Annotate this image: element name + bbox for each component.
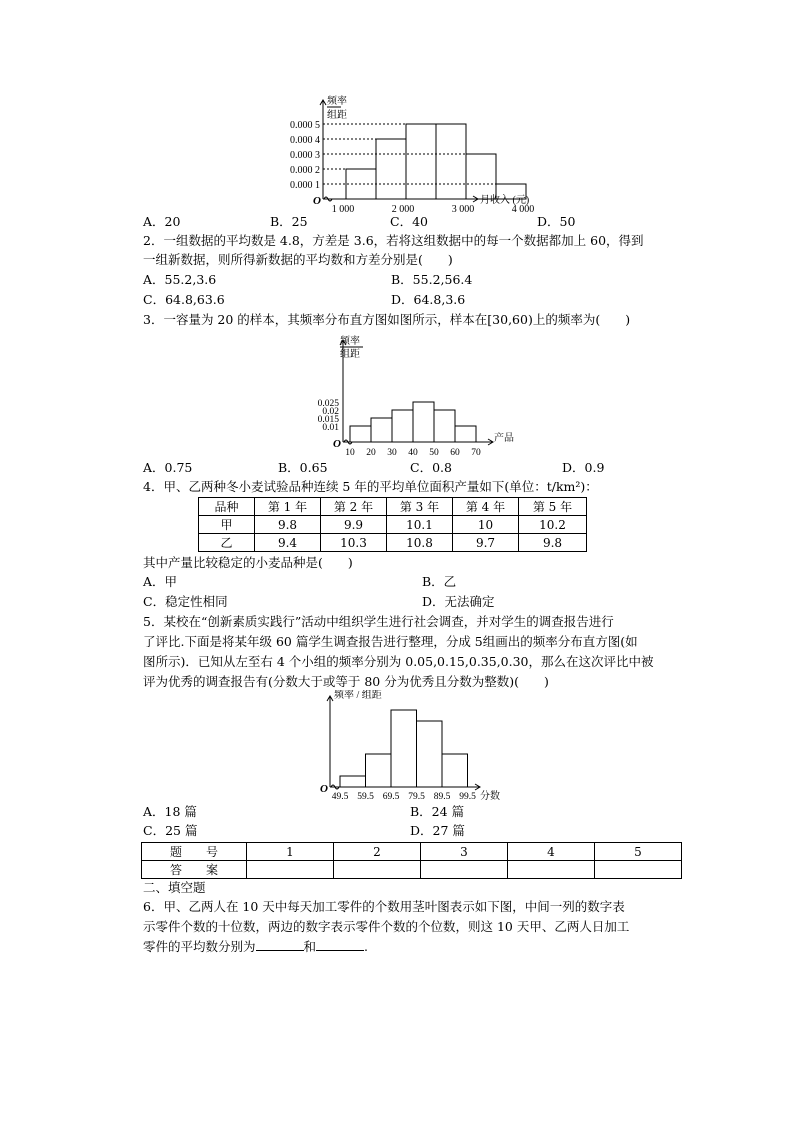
histogram-bar — [392, 410, 413, 442]
table-cell: 10.3 — [321, 534, 387, 552]
x-tick-label: 20 — [366, 448, 376, 458]
table-cell: 10.2 — [519, 516, 587, 534]
answer-blank[interactable] — [256, 939, 304, 951]
table-row — [142, 861, 682, 879]
answer-table — [141, 842, 682, 879]
table-cell: 9.8 — [255, 516, 321, 534]
y-tick-label: 0.000 2 — [290, 165, 320, 176]
product-histogram — [308, 335, 528, 460]
histogram-bar — [406, 124, 436, 199]
histogram-bar — [436, 124, 466, 199]
q3-option-c[interactable]: C．0.8 — [410, 460, 452, 475]
histogram-bar — [350, 426, 371, 442]
q6-text: 零件的平均数分别为 — [143, 939, 256, 954]
q2-line1: 2．一组数据的平均数是 4.8，方差是 3.6，若将这组数据中的每一个数据都加上 60，得到 — [143, 233, 644, 248]
x-tick-label: 30 — [387, 448, 397, 458]
histogram-bar — [413, 402, 434, 442]
y-tick-label: 0.000 1 — [290, 180, 320, 191]
table-cell: 9.8 — [519, 534, 587, 552]
x-tick-label: 79.5 — [408, 792, 425, 802]
q3-option-d[interactable]: D．0.9 — [562, 460, 605, 475]
table-cell: 10.8 — [387, 534, 453, 552]
x-tick-label: 89.5 — [433, 792, 451, 802]
origin-label: O — [333, 438, 341, 450]
y-tick-label: 0.000 3 — [290, 150, 320, 161]
x-tick-label: 2 000 — [391, 204, 415, 215]
y-tick-label: 0.015 — [317, 415, 339, 425]
y-tick-label: 0.02 — [322, 407, 339, 417]
q2-option-d[interactable]: D．64.8,3.6 — [391, 292, 466, 307]
q5-option-a[interactable]: A．18 篇 — [143, 804, 197, 819]
answer-cell[interactable] — [334, 861, 421, 879]
q5-line4: 评为优秀的调查报告有(分数大于或等于 80 分为优秀且分数为整数)( ) — [143, 674, 549, 689]
q1-option-d[interactable]: D．50 — [537, 214, 576, 229]
row-label: 题 号 — [142, 843, 247, 861]
x-tick-label: 49.5 — [331, 792, 349, 802]
q6-line3 — [143, 939, 368, 955]
y-axis-label: 频率 / 组距 — [334, 690, 382, 701]
answer-blank[interactable] — [316, 939, 364, 951]
score-histogram — [312, 690, 512, 802]
q2-option-b[interactable]: B．55.2,56.4 — [391, 272, 473, 287]
yield-table — [198, 497, 587, 552]
histogram-bar — [391, 710, 417, 787]
section-title: 二、填空题 — [143, 880, 206, 895]
question-number: 2 — [334, 843, 421, 861]
x-tick-label: 1 000 — [331, 204, 355, 215]
histogram-bar — [466, 154, 496, 199]
x-tick-label: 10 — [345, 448, 355, 458]
q3-stem: 3．一容量为 20 的样本，其频率分布直方图如图所示，样本在[30,60)上的频率为( ) — [143, 312, 631, 327]
q1-options — [143, 214, 576, 230]
table-row — [199, 498, 587, 516]
q5-option-c[interactable]: C．25 篇 — [143, 823, 198, 838]
histogram-bar — [340, 776, 366, 787]
q5-line1: 5．某校在“创新素质实践行”活动中组织学生进行社会调查，并对学生的调查报告进行 — [143, 614, 614, 629]
x-tick-label: 3 000 — [451, 204, 475, 215]
answer-cell[interactable] — [595, 861, 682, 879]
y-label-top: 频率 — [327, 96, 347, 107]
question-number: 3 — [421, 843, 508, 861]
q1-option-b[interactable]: B．25 — [270, 214, 308, 229]
q4-option-c[interactable]: C．稳定性相同 — [143, 594, 228, 609]
x-tick-label: 59.5 — [357, 792, 374, 802]
q1-option-a[interactable]: A．20 — [143, 214, 181, 229]
histogram-bar — [366, 754, 392, 787]
q4-question: 其中产量比较稳定的小麦品种是( ) — [143, 555, 353, 570]
row-label: 答 案 — [142, 861, 247, 879]
q3-option-a[interactable]: A．0.75 — [143, 460, 193, 475]
answer-cell[interactable] — [247, 861, 334, 879]
y-label-bottom: 组距 — [327, 110, 347, 121]
y-label-top: 频率 — [340, 336, 360, 347]
q4-stem: 4．甲、乙两种冬小麦试验品种连续 5 年的平均单位面积产量如下(单位：t/km²)： — [143, 479, 598, 494]
y-tick-label: 0.01 — [322, 423, 339, 433]
q6-line1: 6．甲、乙两人在 10 天中每天加工零件的个数用茎叶图表示如下图，中间一列的数字表 — [143, 899, 625, 914]
q5-line3: 图所示)．已知从左至右 4 个小组的频率分别为 0.05,0.15,0.35,0.30，那么在这次评比中被 — [143, 654, 654, 669]
table-cell: 甲 — [199, 516, 255, 534]
header-cell: 第 3 年 — [387, 498, 453, 516]
table-row — [199, 534, 587, 552]
y-label-bottom: 组距 — [340, 349, 360, 360]
histogram-bar — [455, 426, 476, 442]
q1-option-c[interactable]: C．40 — [390, 214, 428, 229]
q5-line2: 了评比.下面是将某年级 60 篇学生调查报告进行整理，分成 5组画出的频率分布直方图(如 — [143, 634, 638, 649]
x-tick-label: 50 — [429, 448, 439, 458]
x-tick-label: 99.5 — [459, 792, 476, 802]
table-cell: 9.7 — [453, 534, 519, 552]
table-cell: 9.9 — [321, 516, 387, 534]
header-cell: 第 1 年 — [255, 498, 321, 516]
x-tick-label: 40 — [408, 448, 418, 458]
q6-text: 和 — [303, 939, 317, 954]
x-axis-label: 产品 — [494, 433, 514, 444]
header-cell: 第 4 年 — [453, 498, 519, 516]
q6-text: . — [364, 939, 369, 954]
header-cell: 品种 — [199, 498, 255, 516]
answer-cell[interactable] — [508, 861, 595, 879]
q4-option-d[interactable]: D．无法确定 — [422, 594, 495, 609]
question-number: 1 — [247, 843, 334, 861]
histogram-bar — [371, 418, 392, 442]
histogram-bar — [417, 721, 443, 787]
q5-option-d[interactable]: D．27 篇 — [410, 823, 465, 838]
x-tick-label: 69.5 — [382, 792, 400, 802]
y-tick-label: 0.025 — [317, 399, 339, 409]
x-tick-label: 60 — [450, 448, 460, 458]
y-tick-label: 0.000 4 — [290, 135, 320, 146]
table-row — [142, 843, 682, 861]
q2-option-a[interactable]: A．55.2,3.6 — [143, 272, 217, 287]
origin-label: O — [313, 195, 321, 207]
table-cell: 乙 — [199, 534, 255, 552]
q3-option-b[interactable]: B．0.65 — [278, 460, 328, 475]
y-tick-label: 0.000 5 — [290, 120, 320, 131]
q2-line2: 一组新数据，则所得新数据的平均数和方差分别是( ) — [143, 252, 453, 267]
q4-option-b[interactable]: B．乙 — [422, 574, 457, 589]
q5-option-b[interactable]: B．24 篇 — [410, 804, 465, 819]
histogram-bar — [442, 754, 468, 787]
x-axis-label: 月收入 (元) — [480, 195, 530, 206]
x-axis-label: 分数 — [480, 791, 500, 802]
income-histogram — [283, 92, 553, 217]
table-row — [199, 516, 587, 534]
origin-label: O — [320, 783, 328, 795]
header-cell: 第 5 年 — [519, 498, 587, 516]
table-cell: 10 — [453, 516, 519, 534]
x-tick-label: 70 — [471, 448, 481, 458]
table-cell: 10.1 — [387, 516, 453, 534]
histogram-bar — [376, 139, 406, 199]
question-number: 5 — [595, 843, 682, 861]
question-number: 4 — [508, 843, 595, 861]
answer-cell[interactable] — [421, 861, 508, 879]
x-tick-label: 4 000 — [511, 204, 535, 215]
q4-option-a[interactable]: A．甲 — [143, 574, 178, 589]
q2-option-c[interactable]: C．64.8,63.6 — [143, 292, 225, 307]
header-cell: 第 2 年 — [321, 498, 387, 516]
histogram-bar — [434, 410, 455, 442]
table-cell: 9.4 — [255, 534, 321, 552]
q6-line2: 示零件个数的十位数，两边的数字表示零件个数的个位数，则这 10 天甲、乙两人日加工 — [143, 919, 630, 934]
